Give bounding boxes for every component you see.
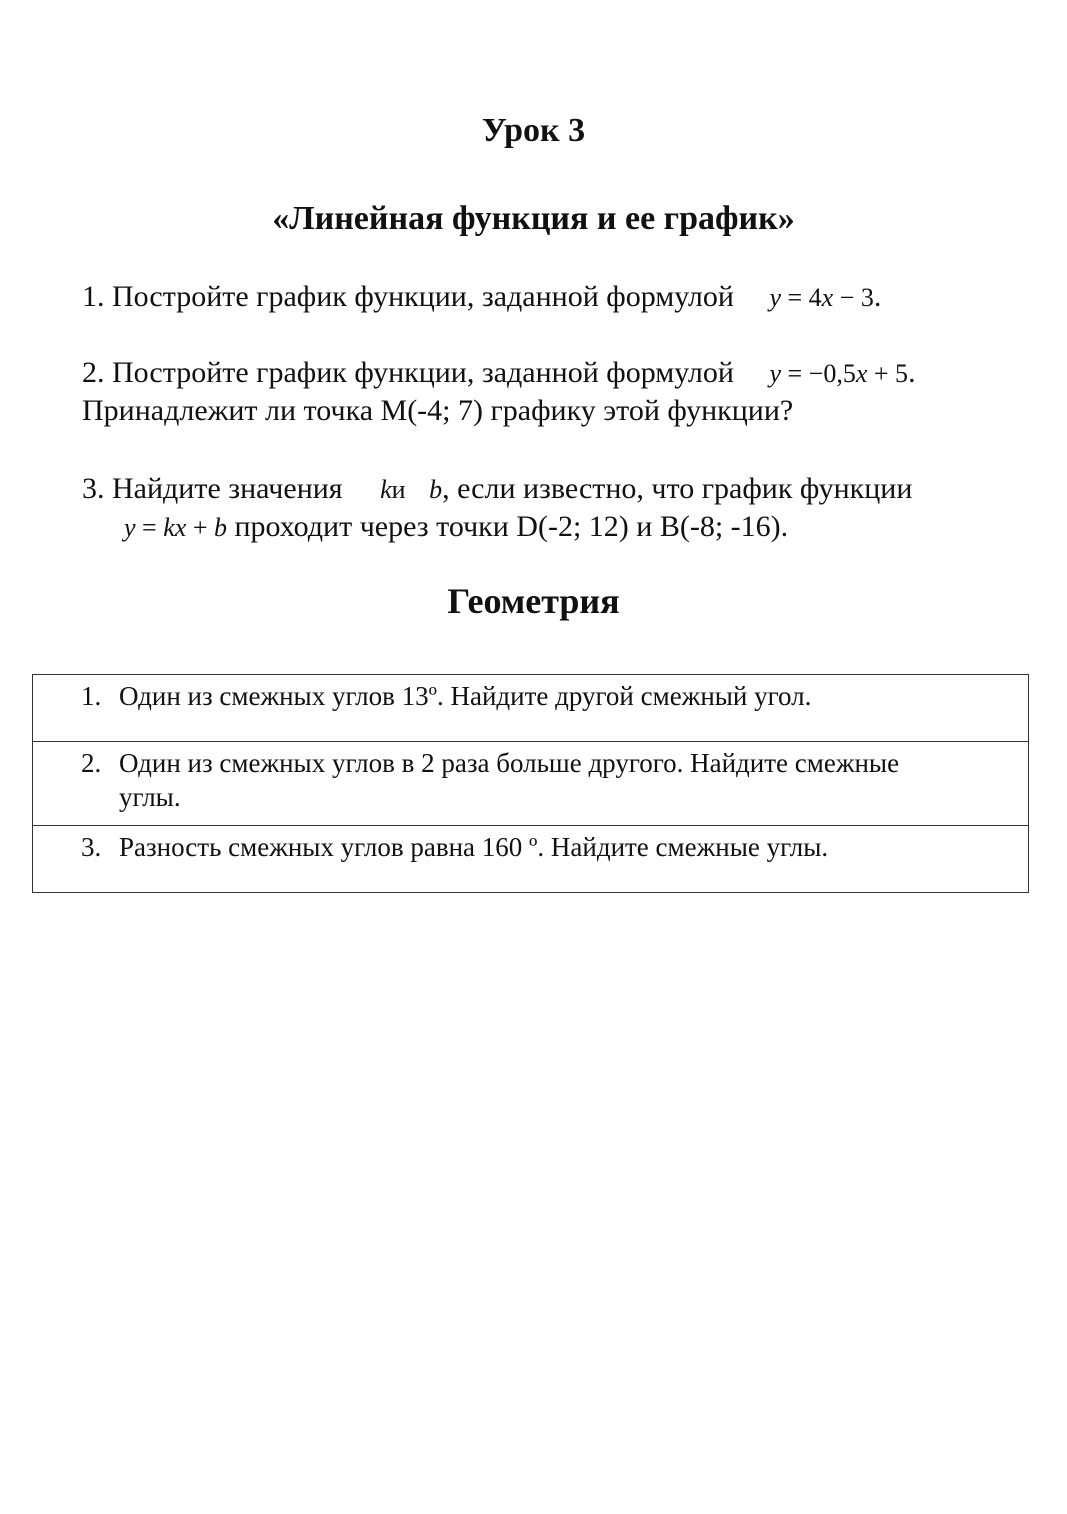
algebra-task-3-line2: [124, 508, 788, 547]
table-row: [33, 826, 1029, 893]
task-text-b: , если известно, что график функции: [442, 472, 913, 505]
task-number: 1.: [81, 681, 102, 711]
geometry-title: Геометрия: [447, 581, 620, 621]
task-text-line2: проходит через точки D(-2; 12) и B(-8; -16).: [234, 510, 789, 543]
task-number: 3.: [82, 472, 105, 505]
algebra-task-1: 1. Постройте график функции, заданной формулой y = 4x − 3.: [82, 280, 882, 313]
task-text: Один из смежных углов в 2 раза больше другого. Найдите смежные: [119, 748, 900, 778]
table-cell: [33, 742, 1029, 826]
task-text-line2: углы.: [119, 782, 181, 812]
task-number: 2.: [82, 356, 105, 389]
var-k: k: [380, 475, 392, 504]
table-row: [33, 675, 1029, 742]
var-b: b: [429, 475, 443, 504]
task-text: Найдите значения: [112, 472, 343, 505]
geometry-table: [32, 674, 1029, 893]
algebra-task-3: [82, 470, 912, 509]
task-number: 2.: [81, 748, 102, 778]
table-cell: [33, 826, 1029, 893]
topic-title: «Линейная функция и ее график»: [272, 200, 795, 237]
task-number: 3.: [81, 832, 102, 862]
task-text: Постройте график функции, заданной формулой: [112, 356, 734, 389]
task-text: Один из смежных углов 13º. Найдите другой смежный угол.: [119, 681, 812, 711]
formula: y = 4x − 3: [769, 283, 874, 312]
task-number: 1.: [82, 280, 105, 313]
formula: y = −0,5x + 5: [769, 359, 909, 388]
formula: y = kx + b: [124, 513, 227, 542]
algebra-task-2: 2. Постройте график функции, заданной формулой y = −0,5x + 5.: [82, 356, 916, 389]
task-text: Постройте график функции, заданной формулой: [112, 280, 734, 313]
table-cell: [33, 675, 1029, 742]
task-text: Разность смежных углов равна 160 º. Найдите смежные углы.: [119, 832, 829, 862]
and-word: и: [391, 475, 406, 504]
algebra-task-2-line2: Принадлежит ли точка M(-4; 7) графику этой функции?: [82, 394, 794, 427]
lesson-title: Урок 3: [481, 112, 586, 149]
table-row: [33, 742, 1029, 826]
